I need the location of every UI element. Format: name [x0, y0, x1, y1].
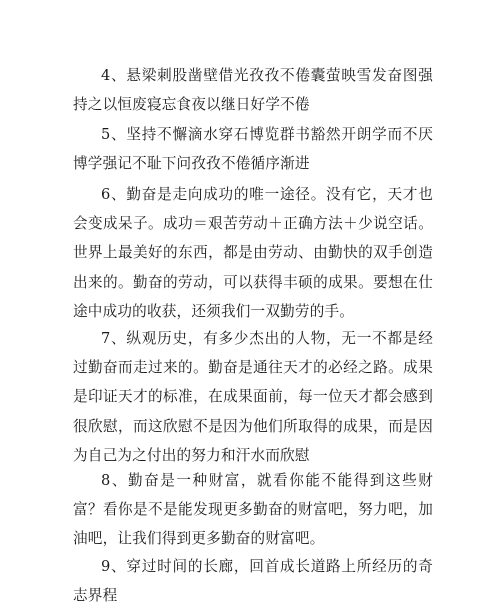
paragraph-8: 8、勤奋是一种财富，就看你能不能得到这些财富？看你是不是能发现更多勤奋的财富吧，努力吧，加油吧，让我们得到更多勤奋的财富吧。 — [73, 472, 433, 548]
paragraph-9: 9、穿过时间的长廊，回首成长道路上所经历的奇志界程 — [73, 558, 433, 605]
paragraph-6: 6、勤奋是走向成功的唯一途径。没有它，天才也会变成呆子。成功＝艰苦劳动＋正确方法＋少说空话。世界上最美好的东西，都是由劳动、由勤快的双手创造出来的。勤奋的劳动，可以获得丰硕的成果。要想在仕途中成功的收获，还须我们一双勤劳的手。 — [73, 186, 433, 320]
paragraph-7: 7、纵观历史，有多少杰出的人物，无一不都是经过勤奋而走过来的。勤奋是通往天才的必经之路。成果是印证天才的标准，在成果面前，每一位天才都会感到很欣慰，而这欣慰不是因为他们所取得的成果，而是因为自己为之付出的努力和汗水而欣慰 — [73, 330, 433, 464]
paragraph-5: 5、坚持不懈滴水穿石博览群书豁然开朗学而不厌博学强记不耻下问孜孜不倦循序渐进 — [73, 126, 433, 173]
paragraph-4: 4、悬梁刺股凿壁借光孜孜不倦囊萤映雪发奋图强持之以恒废寝忘食夜以继日好学不倦 — [73, 67, 433, 114]
